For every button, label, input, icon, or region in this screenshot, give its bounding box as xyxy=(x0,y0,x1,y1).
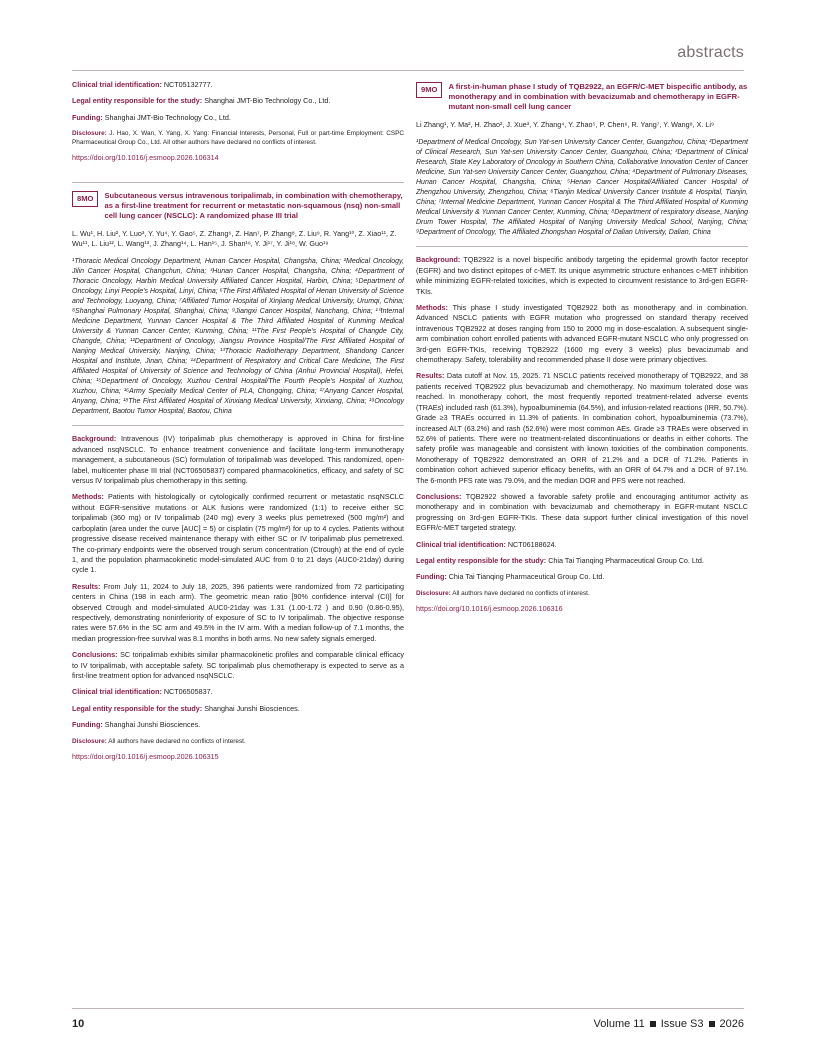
affiliations: ¹Thoracic Medical Oncology Department, Hunan Cancer Hospital, Changsha, China; ²Medical Oncology, Jilin Cancer Hospital, Changchun, China; ³Hunan Cancer Hospital, Changsha, China; ⁴Department of Thoracic Oncology, Harbin Medical University Affiliated Cancer Hospital, Harbin, China; ⁵Department of Oncology, Linyi People's Hospital, Linyi, China; ⁶The First Affiliated Hospital of Henan University of Science and Technology, Luoyang, China; ⁷Affiliated Tumor Hospital of Xinjiang Medical University, Urumqi, China; ⁸Shanghai Pulmonary Hospital, Shanghai, China; ⁹Jiangxi Cancer Hospital, Nanchang, China; ¹⁰Internal Medicine Department, Yunnan Cancer Hospital & The Third Affiliated Hospital of Kunming Medical University & Yunnan Cancer Center, Kunming, China; ¹¹The First People's Hospital of Changde City, Changde, China; ¹²Department of Oncology, Jiangsu Province Hospital/The First Affiliated Hospital of Nanjing Medical University, Nanjing, China; ¹³Thoracic Radiotherapy Department, Shandong Cancer Hospital and Institute, Jinan, China; ¹⁴Department of Respiratory and Critical Care Medicine, The First Affiliated Hospital of University of Science and Technology of China (Anhui Provincial Hospital), Hefei, China; ¹⁵Department of Oncology, Xuzhou Central Hospital/The Fourth People's Hospital of Xuzhou, Xuzhou, China; ¹⁶Army Specialty Medical Center of PLA, Chongqing, China; ¹⁷Anyang Cancer Hospital, Anyang, China; ¹⁸The First Affiliated Hospital of Xinxiang Medical University, Xinxiang, China; ¹⁹Oncology Department, Baotou Tumor Hospital, Baotou, China xyxy=(72,258,404,416)
legal-entity-line xyxy=(72,96,404,106)
conclusions-label: Conclusions: xyxy=(72,650,118,660)
abstract-code-badge: 9MO xyxy=(416,82,442,98)
abstract-title-row xyxy=(72,191,404,221)
trial-id-label: Clinical trial identification: xyxy=(72,80,162,89)
funding-line xyxy=(72,113,404,123)
funding-value: Shanghai Junshi Biosciences. xyxy=(104,720,201,730)
results-paragraph xyxy=(72,582,404,644)
trial-id-line xyxy=(416,540,748,550)
square-separator-icon xyxy=(709,1021,715,1027)
disclosure-line xyxy=(72,737,404,746)
methods-paragraph xyxy=(72,492,404,575)
funding-value: Chia Tai Tianqing Pharmaceutical Group Co. Ltd. xyxy=(448,572,605,582)
section-divider xyxy=(72,182,404,183)
trial-id-line xyxy=(72,687,404,697)
results-label: Results: xyxy=(416,371,445,381)
disclosure-value: All authors have declared no conflicts of interest. xyxy=(108,737,246,745)
section-divider xyxy=(72,425,404,426)
footer-rule xyxy=(72,1008,744,1009)
background-label: Background: xyxy=(72,434,117,444)
section-divider xyxy=(416,246,748,247)
funding-line xyxy=(72,720,404,730)
journal-section-header: abstracts xyxy=(677,44,744,61)
trial-id-value: NCT05132777. xyxy=(163,80,213,89)
doi-link[interactable]: https://doi.org/10.1016/j.esmoop.2026.106314 xyxy=(72,153,219,163)
left-column xyxy=(72,80,404,780)
background-text: TQB2922 is a novel bispecific antibody targeting the epidermal growth factor receptor (EGFR) and two distinct epitopes of c-MET. Its unique asymmetric structure enhances c-MET inhibition while minimizing EGFR-related toxicities, which is expected to circumvent resistance to 3rd-gen EGFR-TKIs. xyxy=(416,255,748,296)
background-text: Intravenous (IV) toripalimab plus chemotherapy is approved in China for first-line advanced nsqNSCLC. To enhance treatment convenience and facilitate long-term immunotherapy management, a subcutaneous (SC) formulation of toripalimab was developed. This randomized, open-label, multicenter phase III trial (NCT06505837) compared pharmacokinetics, efficacy, and safety of SC versus IV toripalimab plus chemotherapy in this setting. xyxy=(72,434,404,486)
doi-link[interactable]: https://doi.org/10.1016/j.esmoop.2026.106316 xyxy=(416,603,563,613)
funding-label: Funding: xyxy=(72,112,103,122)
trial-id-label: Clinical trial identification: xyxy=(416,539,506,549)
legal-entity-label: Legal entity responsible for the study: xyxy=(416,555,547,565)
funding-line xyxy=(416,572,748,582)
legal-entity-label: Legal entity responsible for the study: xyxy=(72,96,203,106)
year-label: 2026 xyxy=(719,1018,744,1030)
issue-label: Issue S3 xyxy=(660,1018,704,1030)
abstract-title: Subcutaneous versus intravenous toripalimab, in combination with chemotherapy, as a first-line treatment for recurrent or metastatic non-squamous (nsq) non-small cell lung cancer (NSCLC): A randomized phase III trial xyxy=(104,190,403,220)
conclusions-paragraph xyxy=(416,492,748,534)
disclosure-label: Disclosure: xyxy=(72,130,107,138)
abstract-code-badge: 8MO xyxy=(72,191,98,207)
methods-label: Methods: xyxy=(72,492,104,502)
methods-label: Methods: xyxy=(416,303,448,313)
disclosure-label: Disclosure: xyxy=(72,737,107,745)
header-rule xyxy=(72,70,744,71)
legal-entity-line xyxy=(72,704,404,714)
background-paragraph xyxy=(416,255,748,297)
funding-value: Shanghai JMT-Bio Technology Co., Ltd. xyxy=(104,112,231,122)
results-text: From July 11, 2024 to July 18, 2025, 396 patients were randomized from 72 participating centers in China (198 in each arm). The geometric mean ratio [90% confidence interval (CI)] for observed Ctrough and model-simulated AUC0-21day was 1.31 (1.00-1.72 ) and 0.90 (0.86-0.95), respectively, demonstrating noninferiority of exposure of SC to IV toripalimab. The objective response rates were 57.6% in the SC arm and 49.5% in the IV arm. With a median follow-up of 7.1 months, the median progression-free survival was 8.1 months in both arms. No new safety signals emerged. xyxy=(72,581,405,643)
results-paragraph xyxy=(416,371,748,485)
legal-entity-value: Chia Tai Tianqing Pharmaceutical Group Co. Ltd. xyxy=(548,555,704,565)
funding-label: Funding: xyxy=(416,572,447,582)
methods-text: This phase I study investigated TQB2922 both as monotherapy and in combination. Advanced NSCLC patients with EGFR mutation who progressed on standard therapy received intravenous TQB2922 at doses ranging from 150 to 2000 mg in dose-escalation. A subsequent single-arm combination cohort enrolled patients with advanced EGFR-mutant NSCLC who only progressed on 3rd-gen EGFR-TKIs, receiving TQB2922 (1600 mg every 3 weeks) plus bevacizumab and chemotherapy. Safety, tolerability and recommended phase II dose were primary objectives. xyxy=(416,303,748,365)
trial-id-label: Clinical trial identification: xyxy=(72,687,162,697)
legal-entity-line xyxy=(416,556,748,566)
legal-entity-label: Legal entity responsible for the study: xyxy=(72,703,203,713)
disclosure-value: All authors have declared no conflicts of interest. xyxy=(452,589,590,597)
author-list: Li Zhang¹, Y. Ma², H. Zhao², J. Xue³, Y. Zhang⁴, Y. Zhao⁵, P. Chen⁶, R. Yang⁷, Y. Wang⁸, X. Li⁹ xyxy=(416,120,715,129)
disclosure-line xyxy=(72,129,404,147)
abstract-title-row xyxy=(416,82,748,112)
disclosure-label: Disclosure: xyxy=(416,589,451,597)
legal-entity-value: Shanghai JMT-Bio Technology Co., Ltd. xyxy=(204,96,331,106)
legal-entity-value: Shanghai Junshi Biosciences. xyxy=(204,703,300,713)
disclosure-line xyxy=(416,589,748,598)
doi-link[interactable]: https://doi.org/10.1016/j.esmoop.2026.106315 xyxy=(72,751,219,761)
trial-id-value: NCT06188624. xyxy=(507,539,557,549)
trial-id-line xyxy=(72,80,404,90)
background-paragraph xyxy=(72,434,404,486)
methods-text: Patients with histologically or cytologically confirmed recurrent or metastatic nsqNSCLC without EGFR-sensitive mutations or ALK fusions were randomized (1:1) to receive either SC toripalimab (360 mg) or IV toripalimab (240 mg) every 3 weeks plus pemetrexed (500 mg/m²) and carboplatin (area under the curve [AUC] = 5) or cisplatin (75 mg/m²) for up to 4 cycles. Patients without progressive disease received maintenance therapy with either SC or IV toripalimab plus pemetrexed. The co-primary endpoints were the observed trough serum concentration (Ctrough) at the end of cycle 1, and the population pharmacokinetic model-simulated AUC from 0 to 21 days (AUC0-21day) during cycle 1. xyxy=(72,492,404,575)
results-text: Data cutoff at Nov. 15, 2025. 71 NSCLC patients received monotherapy of TQB2922, and 38 patients received TQB2922 plus bevacizumab and chemotherapy. No maximum tolerated dose was reached. In monotherapy cohort, the most frequently reported treatment-related adverse events (TRAEs) included rash (61.3%), hypoalbuminemia (64.5%), and infusion-related reactions (IRR, 50.7%). Grade ≥3 TRAEs occurred in 11.3% of patients. In combination cohort, hypoalbuminemia (73.7%), increased ALT (63.2%) and rash (52.6%) were most common AEs. Grade ≥3 TRAEs were observed in 52.6% of patients. There were no treatment-related discontinuations or deaths in either cohorts. The safety profile was manageable and consistent with known toxicities of the combination components. Monotherapy of TQB2922 demonstrated an ORR of 21.2% and a DCR of 71.2%. Patients in combination cohort achieved superior efficacy benefits, with an ORR of 64.7% and a DCR of 97.1%. The 6-month PFS rate was 79.0%, and the median DOR and PFS were not reached. xyxy=(416,371,749,485)
results-label: Results: xyxy=(72,581,101,591)
disclosure-value: J. Hao, X. Wan, Y. Yang, X. Yang: Financial Interests, Personal, Full or part-time Employment: CSPC Pharmaceutical Group Co., Ltd. All other authors have declared no conflicts of interest. xyxy=(72,130,404,147)
affiliations: ¹Department of Medical Oncology, Sun Yat-sen University Cancer Center, Guangzhou, China; ²Department of Clinical Research, Sun Yat-sen University Cancer Center, Guangzhou, China; ³Department of Clinical Research, State Key Laboratory of Oncology in Southern China, Collaborative Innovation Center of Cancer Medicine, Sun Yat-sen University Cancer Center, Guangzhou, China; ⁴Department of Pulmonary Diseases, Hunan Cancer Hospital, Changsha, China; ⁵Henan Cancer Hospital/Affiliated Cancer Hospital of Zhengzhou University, Zhengzhou, China; ⁶Tianjin Medical University Cancer Institute & Hospital, Tianjin, China; ⁷Internal Medicine Department, Yunnan Cancer Hospital & The Third Affiliated Hospital of Kunming Medical University & Yunnan Cancer Center, Kunming, China; ⁸Department of respiratory disease, Nanjing Drum Tower Hospital, The Affiliated Hospital of Nanjing University Medical School, Nanjing, China; ⁹Department of Oncology, The Affiliated Zhongshan Hospital of Dalian University, Dalian, China xyxy=(416,139,748,237)
trial-id-value: NCT06505837. xyxy=(163,687,213,697)
methods-paragraph xyxy=(416,303,748,365)
conclusions-label: Conclusions: xyxy=(416,491,462,501)
conclusions-text: TQB2922 showed a favorable safety profile and encouraging antitumor activity as monotherapy and in combination with bevacizumab and chemotherapy in EGFR-mutant NSCLC progressing on 3rd-gen EGFR-TKIs. These data support further clinical investigation of this novel EGFR/c-MET targeted strategy. xyxy=(416,491,748,533)
author-list: L. Wu¹, H. Liu², Y. Luo³, Y. Yu⁴, Y. Gao⁵, Z. Zhang⁶, Z. Han⁷, P. Zhang⁸, Z. Liu⁹, R. Yang¹⁰, Z. Xiao¹¹, Z. Wu¹¹, L. Liu¹², L. Wang¹³, J. Zhang¹⁴, L. Han¹⁵, J. Shan¹⁶, Y. Ji¹⁷, Y. Ji¹⁸, W. Guo¹⁹ xyxy=(72,228,397,249)
volume-label: Volume 11 xyxy=(593,1018,645,1030)
page-number: 10 xyxy=(72,1018,85,1030)
abstract-title: A first-in-human phase I study of TQB2922, an EGFR/C-MET bispecific antibody, as monotherapy and in combination with bevacizumab and chemotherapy in EGFR-mutant non-small cell lung cancer xyxy=(448,82,748,111)
conclusions-text: SC toripalimab exhibits similar pharmacokinetic profiles and comparable clinical efficacy to IV toripalimab, with acceptable safety. SC toripalimab plus chemotherapy is expected to serve as a first-line treatment option for advanced nsqNSCLC. xyxy=(72,650,405,680)
volume-info xyxy=(594,1018,744,1030)
conclusions-paragraph xyxy=(72,650,404,681)
background-label: Background: xyxy=(416,255,461,265)
square-separator-icon xyxy=(650,1021,656,1027)
right-column xyxy=(416,80,748,632)
funding-label: Funding: xyxy=(72,720,103,730)
